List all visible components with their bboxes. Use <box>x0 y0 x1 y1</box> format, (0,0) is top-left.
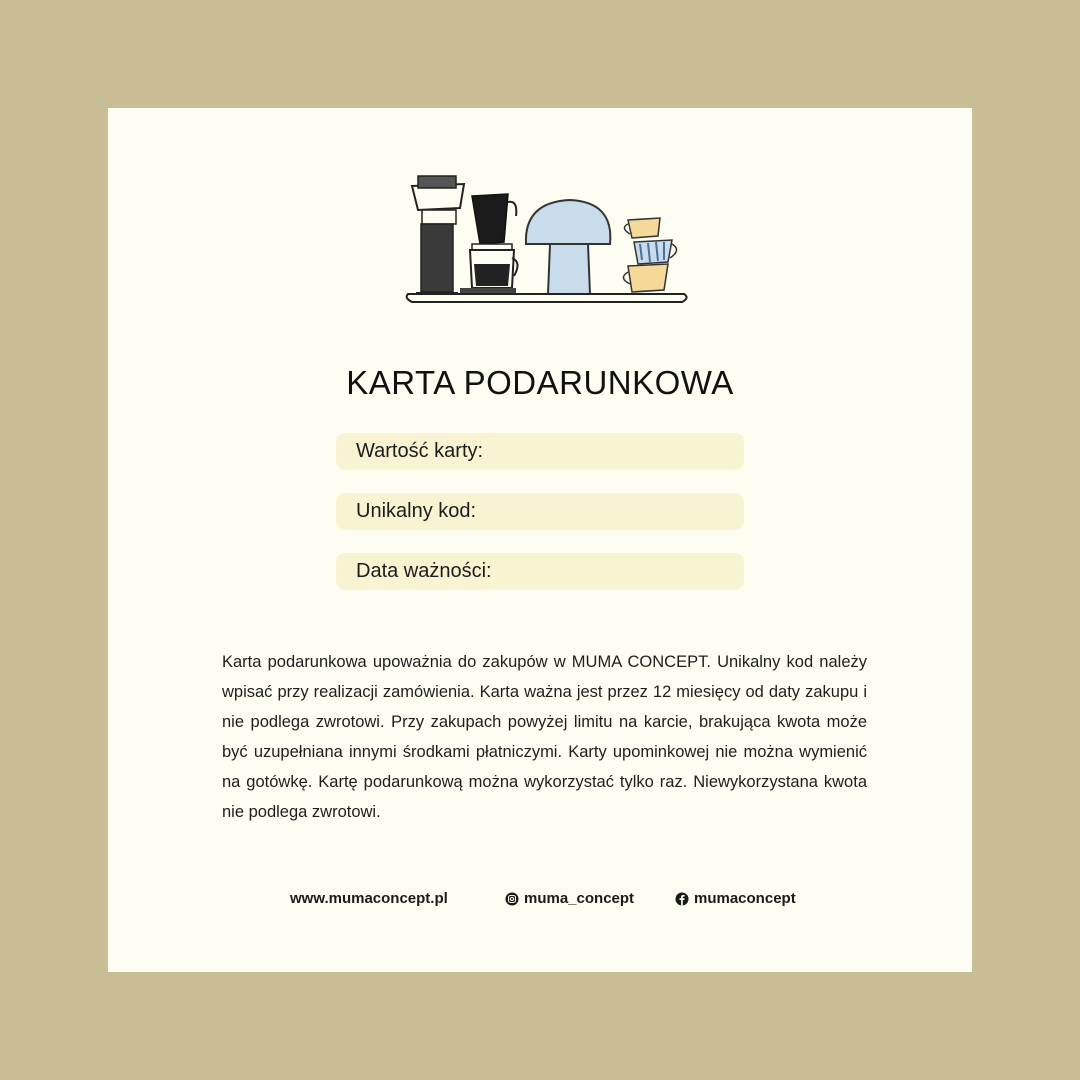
grinder-illustration <box>412 176 464 296</box>
expiry-date-label: Data ważności: <box>356 560 492 582</box>
facebook-icon <box>675 892 689 906</box>
website-link[interactable] <box>290 890 448 907</box>
card-value-field <box>336 433 744 470</box>
gift-card <box>108 108 972 972</box>
facebook-link[interactable] <box>675 890 796 907</box>
unique-code-field <box>336 493 744 530</box>
instagram-handle: muma_concept <box>524 890 635 907</box>
terms-text: Karta podarunkowa upoważnia do zakupów w MUMA CONCEPT. Unikalny kod należy wpisać przy realizacji zamówienia. Karta ważna jest przez 12 miesięcy od daty zakupu i nie podlega zwrotowi. Przy zakupach powyżej limitu na karcie, brakująca kwota może być uzupełniana innymi środkami płatniczymi. Karty upominkowej nie można wymienić na gotówkę. Kartę podarunkową można wykorzystać tylko raz. Niewykorzystana kwota nie podlega zwrotowi. <box>222 653 867 821</box>
cups-illustration <box>623 218 676 292</box>
coffee-shelf-illustration <box>400 158 690 308</box>
expiry-date-field <box>336 553 744 590</box>
card-title: KARTA PODARUNKOWA <box>346 364 734 401</box>
website-text: www.mumaconcept.pl <box>290 890 448 907</box>
coffee-maker-illustration <box>460 194 518 293</box>
mushroom-lamp-illustration <box>526 200 610 294</box>
unique-code-label: Unikalny kod: <box>356 500 477 522</box>
card-value-label: Wartość karty: <box>356 440 484 462</box>
facebook-handle: mumaconcept <box>694 890 796 907</box>
instagram-link[interactable] <box>505 890 634 907</box>
instagram-icon <box>505 892 519 906</box>
